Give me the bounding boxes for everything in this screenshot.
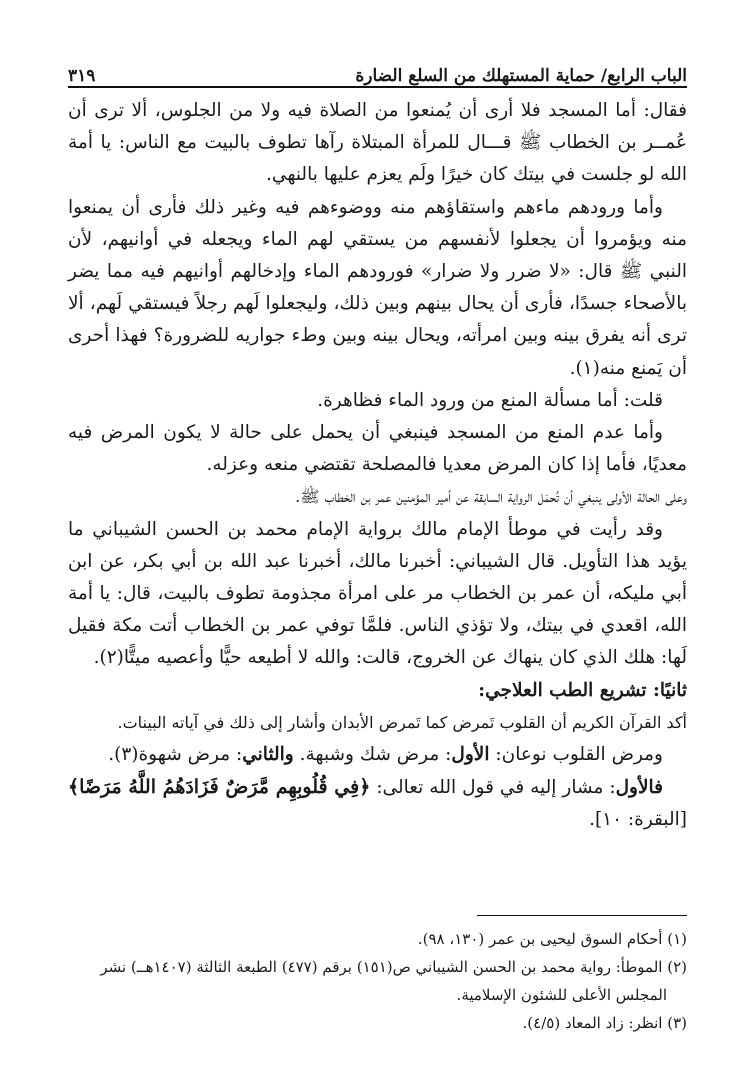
text-run: : مرض شهوة(٣). bbox=[108, 744, 243, 766]
verse-reference: [البقرة: ١٠]. bbox=[589, 809, 687, 831]
bold-term: والثاني bbox=[242, 744, 294, 766]
paragraph: فقال: أما المسجد فلا أرى أن يُمنعوا من الصلاة فيه ولا من الجلوس، ألا ترى أن عُمــر بن الخطاب ﷺ قـــال للمرأة المبتلاة رآها تطوف بالبيت مع الناس: يا أمة الله لو جلست في بيتك كان خيرًا ولَم يعزم عليها بالنهي. bbox=[68, 100, 687, 186]
quran-verse: ﴿فِي قُلُوبِهِم مَّرَضٌ فَزَادَهُمُ اللَّهُ مَرَضًا﴾ bbox=[68, 776, 371, 799]
paragraph: وأما عدم المنع من المسجد فينبغي أن يحمل على حالة لا يكون المرض فيه معديًا، فأما إذا كان المرض معديا فالمصلحة تقتضي منعه وعزله. bbox=[68, 422, 687, 476]
main-text bbox=[68, 95, 687, 837]
bold-term: الأول bbox=[451, 744, 490, 766]
paragraph: وقد رأيت في موطأ الإمام مالك برواية الإمام محمد بن الحسن الشيباني ما يؤيد هذا التأويل. قال الشيباني: أخبرنا مالك، أخبرنا عبد الله بن أبي بكر، عن ابن أبي مليكه، أن عمر بن الخطاب مر على امرأة مجذومة تطوف بالبيت، قال: يا أمة الله، اقعدي في بيتك، ولا تؤذي الناس. فلمَّا توفي عمر بن الخطاب أتت مكة فقيل لَها: هلك الذي كان ينهاك عن الخروج، قالت: والله لا أطيعه حيًّا وأعصيه ميتًّا(٢). bbox=[68, 518, 687, 669]
section-heading: ثانيًا: تشريع الطب العلاجي: bbox=[478, 679, 687, 701]
footnote: (٢) الموطأ: رواية محمد بن الحسن الشيباني ص(١٥١) برقم (٤٧٧) الطبعة الثالثة (١٤٠٧هــ) نشر bbox=[100, 958, 687, 976]
paragraph: قلت: أما مسألة المنع من ورود الماء فظاهرة. bbox=[317, 389, 663, 411]
header-rule bbox=[68, 86, 687, 88]
paragraph: وعلى الحالة الأولى ينبغي أن تُحمَل الرواية السابقة عن أمير المؤمنين عمر بن الخطاب ﷺ. bbox=[295, 487, 687, 507]
page-header bbox=[68, 58, 687, 86]
paragraph bbox=[68, 771, 687, 836]
footnotes bbox=[68, 925, 687, 1037]
paragraph: وأما ورودهم ماءهم واستقاؤهم منه ووضوءهم فيه وغير ذلك فأرى أن يمنعوا منه ويؤمروا أن يجعلوا لأنفسهم من يستقي لهم الماء ويجعله في أوانيهم، لأن النبي ﷺ قال: «لا ضرر ولا ضرار» فورودهم الماء وإدخالهم أوانيهم فيه مما يضر بالأصحاء جسدًا، فأرى أن يحال بينهم وبين ذلك، وليجعلوا لَهم رجلاً فيستقي لَهم، ألا ترى أنه يفرق بينه وبين امرأته، ويحال بينه وبين وطء جواريه للضرورة؟ فهذا أحرى أن يَمنع منه(١). bbox=[68, 196, 687, 379]
footnote-continuation: المجلس الأعلى للشئون الإسلامية. bbox=[456, 986, 667, 1004]
footnote-rule bbox=[477, 915, 687, 916]
chapter-title: الباب الرابع/ حماية المستهلك من السلع الضارة bbox=[355, 66, 687, 86]
text-run: : مرض شك وشبهة. bbox=[293, 744, 452, 766]
bold-term: فالأول bbox=[615, 777, 663, 799]
page-number: ٣١٩ bbox=[68, 66, 96, 86]
text-run: ومرض القلوب نوعان: bbox=[489, 744, 663, 766]
footnote: (١) أحكام السوق ليحيى بن عمر (١٣٠، ٩٨). bbox=[417, 930, 687, 948]
footnote: (٣) انظر: زاد المعاد (٤/٥). bbox=[522, 1014, 687, 1032]
paragraph: أكد القرآن الكريم أن القلوب تَمرض كما تَمرض الأبدان وأشار إلى ذلك في آياته البينات. bbox=[117, 712, 687, 732]
text-run: : مشار إليه في قول الله تعالى: bbox=[370, 777, 616, 799]
paragraph bbox=[68, 739, 687, 771]
